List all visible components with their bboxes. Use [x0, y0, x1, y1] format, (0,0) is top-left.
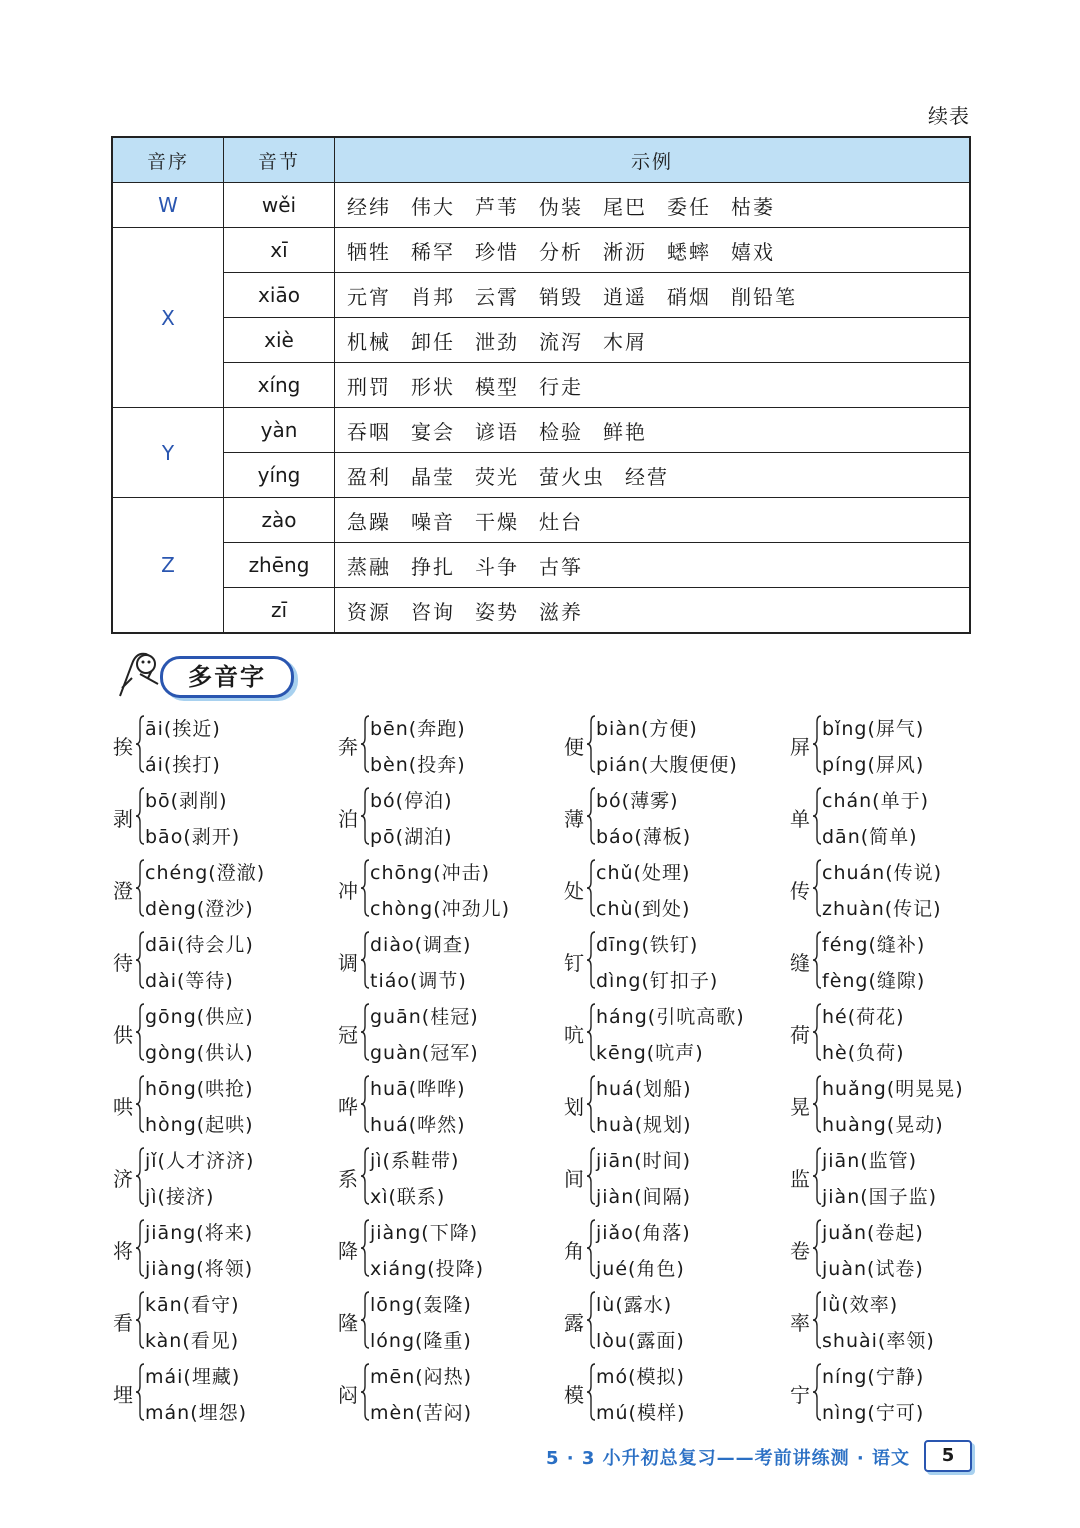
syllable-cell: xiè [224, 318, 335, 363]
example-word: 削铅笔 [731, 284, 797, 309]
brace-icon [360, 1074, 370, 1134]
brace-icon [586, 1362, 596, 1422]
reading-2: tiáo(调节) [370, 970, 467, 992]
reading-2: chòng(冲劲儿) [370, 898, 511, 920]
reading-2: bèn(投奔) [370, 754, 466, 776]
table-row [112, 228, 970, 273]
example-word: 挣扎 [411, 554, 455, 579]
reading-2: dèng(澄沙) [145, 898, 254, 920]
reading-1: dāi(待会儿) [145, 934, 254, 956]
example-word: 肖邦 [411, 284, 455, 309]
example-word: 斗争 [475, 554, 519, 579]
letter-cell: W [112, 183, 224, 228]
polyphone-entry [787, 708, 990, 780]
reading-1: jiān(监管) [822, 1150, 918, 1172]
polyphone-char: 便 [564, 735, 584, 759]
reading-1: mó(模拟) [596, 1366, 685, 1388]
syllable-table [111, 136, 971, 634]
polyphone-char: 屏 [790, 735, 810, 759]
polyphone-entry [335, 780, 561, 852]
table-row [112, 408, 970, 453]
polyphone-entry [110, 708, 335, 780]
example-word: 急躁 [347, 509, 391, 534]
polyphone-char: 隆 [338, 1311, 358, 1335]
table-row [112, 318, 970, 363]
polyphone-char: 闷 [338, 1383, 358, 1407]
polyphone-char: 剥 [113, 807, 133, 831]
brace-icon [135, 786, 145, 846]
polyphone-entry [110, 780, 335, 852]
brace-icon [135, 714, 145, 774]
polyphone-char: 卷 [790, 1239, 810, 1263]
example-word: 元宵 [347, 284, 391, 309]
table-row [112, 183, 970, 228]
example-word: 流泻 [539, 329, 583, 354]
syllable-cell: xiāo [224, 273, 335, 318]
syllable-cell: zào [224, 498, 335, 543]
reading-1: háng(引吭高歌) [596, 1006, 745, 1028]
reading-2: mú(模样) [596, 1402, 686, 1424]
polyphone-entry [110, 852, 335, 924]
brace-icon [135, 1146, 145, 1206]
brace-icon [812, 1002, 822, 1062]
polyphone-entry [787, 1068, 990, 1140]
examples-cell [335, 588, 971, 634]
brace-icon [586, 1218, 596, 1278]
reading-2: jì(接济) [145, 1186, 215, 1208]
reading-2: pō(湖泊) [370, 826, 453, 848]
reading-2: jiàng(将领) [145, 1258, 254, 1280]
brace-icon [586, 930, 596, 990]
reading-2: kàn(看见) [145, 1330, 240, 1352]
brace-icon [586, 1146, 596, 1206]
polyphone-entry [110, 1356, 335, 1428]
section-heading [112, 644, 302, 704]
reading-2: jiàn(国子监) [822, 1186, 938, 1208]
polyphone-entry [335, 1356, 561, 1428]
polyphone-entry [561, 924, 787, 996]
reading-2: kēng(吭声) [596, 1042, 704, 1064]
reading-2: juàn(试卷) [822, 1258, 924, 1280]
reading-1: huá(划船) [596, 1078, 692, 1100]
example-word: 嬉戏 [731, 239, 775, 264]
reading-1: huǎng(明晃晃) [822, 1078, 964, 1100]
example-word: 委任 [667, 194, 711, 219]
polyphone-char: 单 [790, 807, 810, 831]
syllable-cell: wěi [224, 183, 335, 228]
polyphone-char: 钉 [564, 951, 584, 975]
example-word: 噪音 [411, 509, 455, 534]
polyphone-char: 角 [564, 1239, 584, 1263]
reading-1: lōng(轰隆) [370, 1294, 472, 1316]
reading-1: hé(荷花) [822, 1006, 905, 1028]
footer-text: 5 · 3 小升初总复习——考前讲练测 · 语文 [545, 1448, 910, 1469]
reading-2: nìng(宁可) [822, 1402, 925, 1424]
polyphone-entry [561, 1212, 787, 1284]
brace-icon [360, 1362, 370, 1422]
polyphone-entry [335, 708, 561, 780]
polyphone-entry [787, 852, 990, 924]
syllable-cell: yíng [224, 453, 335, 498]
polyphone-char: 调 [338, 951, 358, 975]
reading-2: xì(联系) [370, 1186, 446, 1208]
polyphone-entry [561, 1356, 787, 1428]
polyphone-char: 埋 [113, 1383, 133, 1407]
example-word: 谚语 [475, 419, 519, 444]
letter-cell: Z [112, 498, 224, 634]
reading-1: chéng(澄澈) [145, 862, 266, 884]
example-word: 经营 [625, 464, 669, 489]
reading-1: féng(缝补) [822, 934, 926, 956]
reading-1: dīng(铁钉) [596, 934, 699, 956]
example-word: 干燥 [475, 509, 519, 534]
polyphone-entry [787, 780, 990, 852]
brace-icon [360, 714, 370, 774]
syllable-cell: zī [224, 588, 335, 634]
polyphone-entry [787, 1212, 990, 1284]
polyphone-entry [561, 1284, 787, 1356]
reading-2: pián(大腹便便) [596, 754, 738, 776]
reading-2: huá(哗然) [370, 1114, 466, 1136]
brace-icon [135, 1218, 145, 1278]
reading-2: zhuàn(传记) [822, 898, 942, 920]
reading-2: píng(屏风) [822, 754, 925, 776]
reading-1: jiān(时间) [596, 1150, 692, 1172]
example-word: 逍遥 [603, 284, 647, 309]
example-word: 经纬 [347, 194, 391, 219]
table-row [112, 588, 970, 634]
example-word: 木屑 [603, 329, 647, 354]
example-word: 牺牲 [347, 239, 391, 264]
table-row [112, 273, 970, 318]
brace-icon [812, 1290, 822, 1350]
example-word: 销毁 [539, 284, 583, 309]
polyphone-entry [335, 1140, 561, 1212]
brace-icon [360, 1290, 370, 1350]
brace-icon [812, 1362, 822, 1422]
reading-2: shuài(率领) [822, 1330, 935, 1352]
reading-1: chuán(传说) [822, 862, 943, 884]
reading-1: chǔ(处理) [596, 862, 691, 884]
polyphone-entry [787, 996, 990, 1068]
polyphone-entry [561, 852, 787, 924]
polyphone-char: 荷 [790, 1023, 810, 1047]
polyphone-char: 传 [790, 879, 810, 903]
reading-2: chù(到处) [596, 898, 691, 920]
example-word: 淅沥 [603, 239, 647, 264]
example-word: 灶台 [539, 509, 583, 534]
brace-icon [360, 1218, 370, 1278]
brace-icon [135, 858, 145, 918]
example-word: 卸任 [411, 329, 455, 354]
polyphone-entry [335, 852, 561, 924]
polyphone-char: 处 [564, 879, 584, 903]
example-word: 资源 [347, 599, 391, 624]
brace-icon [812, 786, 822, 846]
reading-2: lòu(露面) [596, 1330, 685, 1352]
table-header-row [112, 137, 970, 183]
polyphone-entry [335, 1068, 561, 1140]
reading-1: bó(停泊) [370, 790, 453, 812]
example-word: 模型 [475, 374, 519, 399]
polyphone-char: 露 [564, 1311, 584, 1335]
polyphone-char: 冲 [338, 879, 358, 903]
header-order: 音序 [112, 137, 224, 183]
example-word: 硝烟 [667, 284, 711, 309]
polyphone-entry [561, 708, 787, 780]
reading-1: lǜ(效率) [822, 1294, 899, 1316]
polyphone-char: 吭 [564, 1023, 584, 1047]
reading-2: guàn(冠军) [370, 1042, 479, 1064]
example-word: 晶莹 [411, 464, 455, 489]
header-examples: 示例 [335, 137, 971, 183]
polyphone-entry [787, 1284, 990, 1356]
polyphone-char: 奔 [338, 735, 358, 759]
examples-cell [335, 363, 971, 408]
reading-2: huàng(晃动) [822, 1114, 944, 1136]
brace-icon [586, 786, 596, 846]
brace-icon [135, 1002, 145, 1062]
reading-1: huā(哗哗) [370, 1078, 466, 1100]
reading-1: bó(薄雾) [596, 790, 679, 812]
brace-icon [135, 930, 145, 990]
polyphone-char: 缝 [790, 951, 810, 975]
section-title: 多音字 [160, 656, 294, 698]
brace-icon [812, 1218, 822, 1278]
reading-1: guān(桂冠) [370, 1006, 479, 1028]
example-word: 古筝 [539, 554, 583, 579]
reading-2: mán(埋怨) [145, 1402, 248, 1424]
brace-icon [360, 1002, 370, 1062]
reading-1: bō(剥削) [145, 790, 228, 812]
reading-1: biàn(方便) [596, 718, 698, 740]
example-word: 姿势 [475, 599, 519, 624]
reading-1: bēn(奔跑) [370, 718, 466, 740]
reading-1: jiàng(下降) [370, 1222, 479, 1244]
brace-icon [812, 858, 822, 918]
example-word: 珍惜 [475, 239, 519, 264]
example-word: 滋养 [539, 599, 583, 624]
polyphone-char: 澄 [113, 879, 133, 903]
brace-icon [586, 714, 596, 774]
polyphone-char: 降 [338, 1239, 358, 1263]
example-word: 泄劲 [475, 329, 519, 354]
reading-1: gōng(供应) [145, 1006, 254, 1028]
examples-cell [335, 408, 971, 453]
polyphone-char: 看 [113, 1311, 133, 1335]
example-word: 云霄 [475, 284, 519, 309]
examples-cell [335, 543, 971, 588]
example-word: 吞咽 [347, 419, 391, 444]
reading-2: lóng(隆重) [370, 1330, 472, 1352]
syllable-cell: xíng [224, 363, 335, 408]
polyphone-entry [561, 1140, 787, 1212]
syllable-cell: xī [224, 228, 335, 273]
polyphone-entry [110, 1068, 335, 1140]
polyphone-entry [787, 1140, 990, 1212]
brace-icon [812, 1146, 822, 1206]
reading-1: chōng(冲击) [370, 862, 491, 884]
polyphone-entry [110, 1140, 335, 1212]
polyphone-char: 济 [113, 1167, 133, 1191]
reading-1: jì(系鞋带) [370, 1150, 460, 1172]
polyphone-entry [561, 996, 787, 1068]
syllable-cell: zhēng [224, 543, 335, 588]
letter-cell: Y [112, 408, 224, 498]
polyphone-char: 宁 [790, 1383, 810, 1407]
example-word: 伪装 [539, 194, 583, 219]
polyphone-char: 冠 [338, 1023, 358, 1047]
polyphone-char: 率 [790, 1311, 810, 1335]
syllable-cell: yàn [224, 408, 335, 453]
example-word: 芦苇 [475, 194, 519, 219]
example-word: 枯萎 [731, 194, 775, 219]
polyphone-entry [787, 1356, 990, 1428]
examples-cell [335, 453, 971, 498]
reading-1: mēn(闷热) [370, 1366, 473, 1388]
reading-2: jiàn(间隔) [596, 1186, 692, 1208]
polyphone-entry [561, 780, 787, 852]
example-word: 分析 [539, 239, 583, 264]
reading-2: dìng(钉扣子) [596, 970, 719, 992]
reading-1: jiǎo(角落) [596, 1222, 691, 1244]
brace-icon [360, 786, 370, 846]
brace-icon [812, 714, 822, 774]
polyphone-entry [561, 1068, 787, 1140]
reading-1: jiāng(将来) [145, 1222, 254, 1244]
polyphone-entry [110, 924, 335, 996]
example-word: 宴会 [411, 419, 455, 444]
brace-icon [135, 1290, 145, 1350]
polyphone-entry [110, 1284, 335, 1356]
examples-cell [335, 498, 971, 543]
reading-1: juǎn(卷起) [822, 1222, 924, 1244]
reading-2: báo(薄板) [596, 826, 692, 848]
reading-2: fèng(缝隙) [822, 970, 926, 992]
reading-1: lù(露水) [596, 1294, 673, 1316]
example-word: 尾巴 [603, 194, 647, 219]
polyphone-char: 模 [564, 1383, 584, 1407]
brace-icon [812, 1074, 822, 1134]
polyphone-char: 薄 [564, 807, 584, 831]
brace-icon [360, 1146, 370, 1206]
table-row [112, 498, 970, 543]
example-word: 行走 [539, 374, 583, 399]
table-row [112, 453, 970, 498]
reading-1: āi(挨近) [145, 718, 221, 740]
letter-cell: X [112, 228, 224, 408]
polyphone-entry [335, 996, 561, 1068]
reading-1: bǐng(屏气) [822, 718, 925, 740]
brace-icon [360, 858, 370, 918]
example-word: 检验 [539, 419, 583, 444]
brace-icon [586, 1074, 596, 1134]
example-word: 荧光 [475, 464, 519, 489]
polyphone-entry [110, 996, 335, 1068]
reading-2: gòng(供认) [145, 1042, 254, 1064]
polyphone-char: 将 [113, 1239, 133, 1263]
example-word: 蒸融 [347, 554, 391, 579]
header-syllable: 音节 [224, 137, 335, 183]
brace-icon [586, 1002, 596, 1062]
polyphone-char: 晃 [790, 1095, 810, 1119]
polyphone-entry [335, 924, 561, 996]
reading-2: dài(等待) [145, 970, 234, 992]
reading-1: diào(调查) [370, 934, 472, 956]
polyphone-grid [110, 708, 990, 1428]
example-word: 形状 [411, 374, 455, 399]
reading-1: mái(埋藏) [145, 1366, 241, 1388]
examples-cell [335, 318, 971, 363]
polyphone-char: 供 [113, 1023, 133, 1047]
brace-icon [812, 930, 822, 990]
polyphone-entry [787, 924, 990, 996]
reading-2: hè(负荷) [822, 1042, 905, 1064]
polyphone-char: 划 [564, 1095, 584, 1119]
polyphone-entry [110, 1212, 335, 1284]
brace-icon [360, 930, 370, 990]
brace-icon [135, 1074, 145, 1134]
reading-1: níng(宁静) [822, 1366, 925, 1388]
reading-2: bāo(剥开) [145, 826, 241, 848]
example-word: 萤火虫 [539, 464, 605, 489]
reading-2: huà(规划) [596, 1114, 692, 1136]
example-word: 稀罕 [411, 239, 455, 264]
example-word: 刑罚 [347, 374, 391, 399]
brace-icon [586, 858, 596, 918]
brace-icon [586, 1290, 596, 1350]
polyphone-char: 系 [338, 1167, 358, 1191]
polyphone-char: 泊 [338, 807, 358, 831]
brace-icon [135, 1362, 145, 1422]
reading-1: kān(看守) [145, 1294, 240, 1316]
example-word: 伟大 [411, 194, 455, 219]
reading-1: hōng(哄抢) [145, 1078, 254, 1100]
polyphone-char: 哗 [338, 1095, 358, 1119]
reading-2: ái(挨打) [145, 754, 221, 776]
example-word: 蟋蟀 [667, 239, 711, 264]
examples-cell [335, 273, 971, 318]
reading-2: dān(简单) [822, 826, 918, 848]
reading-2: mèn(苦闷) [370, 1402, 473, 1424]
polyphone-char: 监 [790, 1167, 810, 1191]
example-word: 咨询 [411, 599, 455, 624]
reading-2: hòng(起哄) [145, 1114, 254, 1136]
continuation-label: 续表 [928, 104, 970, 128]
examples-cell [335, 228, 971, 273]
reading-1: chán(单于) [822, 790, 929, 812]
example-word: 鲜艳 [603, 419, 647, 444]
table-row [112, 363, 970, 408]
example-word: 盈利 [347, 464, 391, 489]
polyphone-char: 哄 [113, 1095, 133, 1119]
polyphone-char: 挨 [113, 735, 133, 759]
reading-2: jué(角色) [596, 1258, 685, 1280]
polyphone-char: 待 [113, 951, 133, 975]
reading-1: jǐ(人才济济) [145, 1150, 255, 1172]
examples-cell [335, 183, 971, 228]
polyphone-entry [335, 1284, 561, 1356]
polyphone-entry [335, 1212, 561, 1284]
page-number: 5 [924, 1440, 972, 1472]
reading-2: xiáng(投降) [370, 1258, 485, 1280]
table-row [112, 543, 970, 588]
polyphone-char: 间 [564, 1167, 584, 1191]
example-word: 机械 [347, 329, 391, 354]
